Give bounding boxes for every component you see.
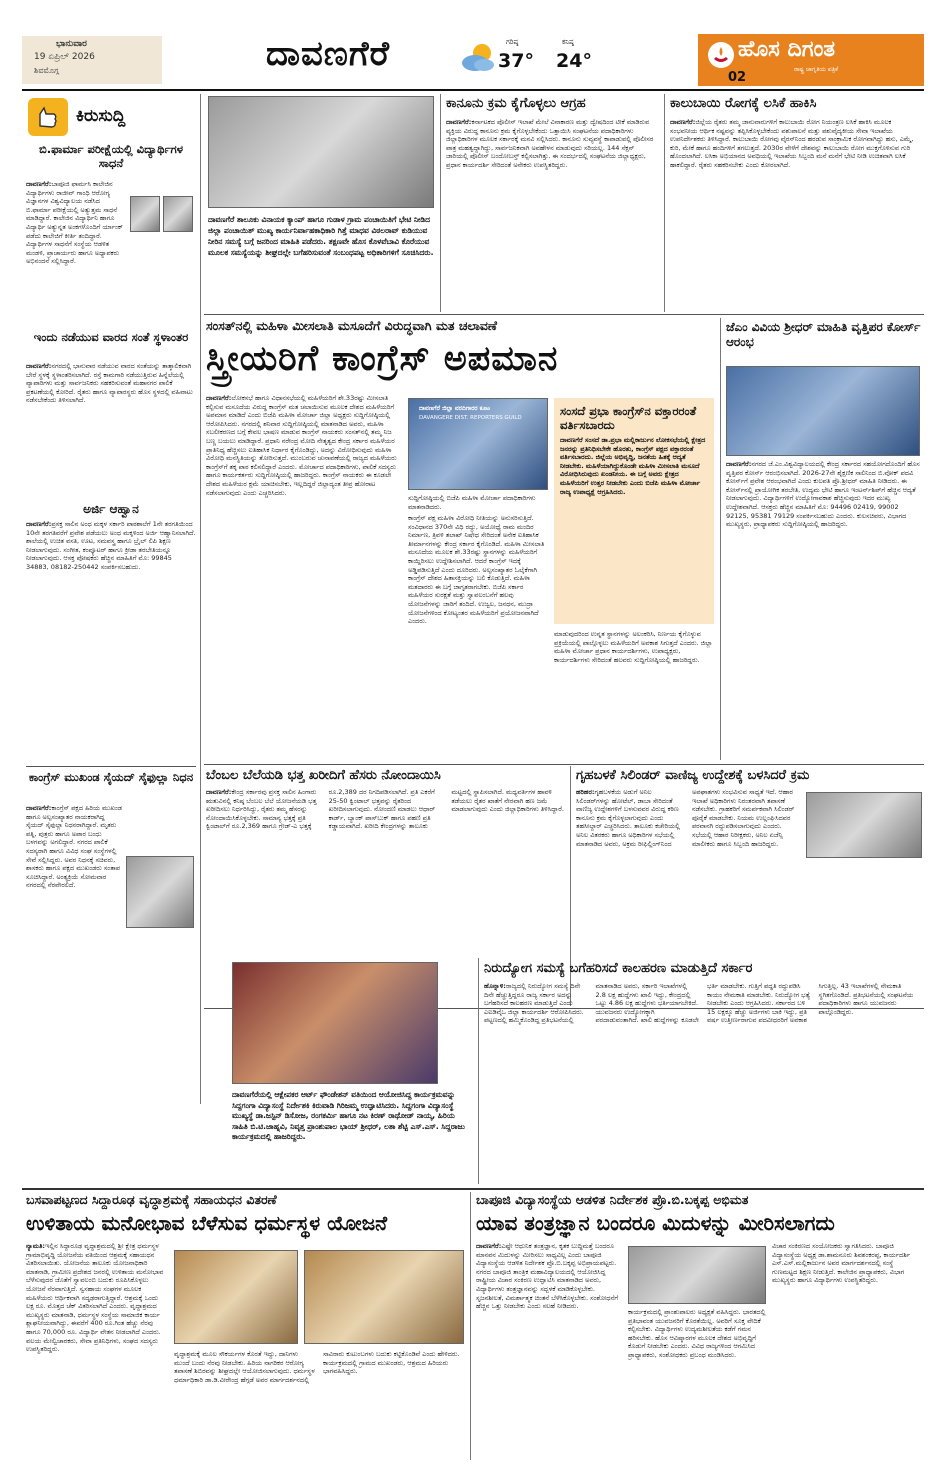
- obituary-photo: [126, 856, 194, 928]
- brief-headline: ಕಾಂಗ್ರೆಸ್ ಮುಖಂಡ ಸೈಯದ್ ಸೈಫುಲ್ಲಾ ನಿಧನ: [28, 770, 194, 784]
- photo-banner: ದಾವಣಗೆರೆ ಜಿಲ್ಲಾ ವರದಿಗಾರರ ಕೂಟ: [419, 405, 491, 412]
- kirusuddi-label: ಕಿರುಸುದ್ದಿ: [76, 106, 126, 126]
- brief-body: ದಾವಣಗೆರೆ:ನಗರದಲ್ಲಿ ಭಾನುವಾರ ನಡೆಯುವ ವಾರದ ಸಂತೆಯನ್ನು ತಾತ್ಕಾಲಿಕವಾಗಿ ಬೇರೆ ಸ್ಥಳಕ್ಕೆ ಸ್ಥಳಾಂತರಿಸಲಾಗಿದೆ. ರಸ್ತೆ ಕಾಮಗಾರಿ ನಡೆಯುತ್ತಿರುವ ಹಿನ್ನೆಲೆಯಲ್ಲಿ ವ್ಯಾಪಾರಿಗಳು ಮತ್ತು ಸಾರ್ವಜನಿಕರು ಸಹಕರಿಸುವಂತೆ ಮಹಾನಗರ ಪಾಲಿಕೆ ಪ್ರಕಟಣೆಯಲ್ಲಿ ಕೋರಿದೆ. ರೈತರು ಹಾಗೂ ವ್ಯಾಪಾರಸ್ಥರು ಹೊಸ ಸ್ಥಳದಲ್ಲಿ ವಹಿವಾಟು ನಡೆಸಬೇಕೆಂದು ತಿಳಿಸಲಾಗಿದೆ.: [26, 362, 195, 405]
- jobs-story: [484, 960, 922, 1184]
- jm-photo: [726, 366, 920, 456]
- brief-body: ದಾವಣಗೆರೆ:ಪ್ರಸಕ್ತ ಸಾಲಿನ ಅಂಧ ಮಕ್ಕಳ ಸರ್ಕಾರಿ ಪಾಠಶಾಲೆಗೆ 1ನೇ ತರಗತಿಯಿಂದ 10ನೇ ತರಗತಿವರೆಗೆ ಪ್ರವೇಶ ಪಡೆಯಲು ಅಂಧ ಮಕ್ಕಳಿಂದ ಅರ್ಜಿ ಆಹ್ವಾನಿಸಲಾಗಿದೆ. ಶಾಲೆಯಲ್ಲಿ ಉಚಿತ ವಸತಿ, ಊಟ, ಸಮವಸ್ತ್ರ ಹಾಗೂ ಬ್ರೈಲ್ ಲಿಪಿ ಶಿಕ್ಷಣ ನೀಡಲಾಗುವುದು. ಸಂಗೀತ, ಕಂಪ್ಯೂಟರ್ ಹಾಗೂ ಕ್ರೀಡಾ ತರಬೇತಿಯನ್ನೂ ನೀಡಲಾಗುವುದು. ಆಸಕ್ತ ಪೋಷಕರು ಹೆಚ್ಚಿನ ಮಾಹಿತಿಗೆ ಮೊ: 99845 34883, 08182-250442 ಸಂಪರ್ಕಿಸಬಹುದು.: [26, 520, 198, 571]
- bapuji-col2: ಕಾರ್ಯಕ್ರಮದಲ್ಲಿ ಪ್ರಾಂಶುಪಾಲರು ಅಧ್ಯಕ್ಷತೆ ವಹಿಸಿದ್ದರು. ಭಾರತದಲ್ಲಿ ಪ್ರತಿಭಾವಂತ ಯುವಜನರಿಗೆ ಕೊರತೆಯಿಲ್ಲ. ಅವರಿಗೆ ಸೂಕ್ತ ವೇದಿಕೆ ಕಲ್ಪಿಸಬೇಕು. ವಿದ್ಯಾರ್ಥಿಗಳು ಉದ್ಯಮಶೀಲತೆಯ ಕಡೆಗೆ ಗಮನ ಹರಿಸಬೇಕು. ಹೊಸ ಆವಿಷ್ಕಾರಗಳ ಮೂಲಕ ದೇಶದ ಅಭಿವೃದ್ಧಿಗೆ ಕೊಡುಗೆ ನೀಡಬೇಕು ಎಂದರು. ವಿವಿಧ ರಾಜ್ಯಗಳಿಂದ ಆಗಮಿಸಿದ ಪ್ರಾಧ್ಯಾಪಕರು, ಸಂಶೋಧಕರು ಪ್ರಬಂಧ ಮಂಡಿಸಿದರು.: [628, 1308, 768, 1359]
- lead-col3: ಮಾಡುವುದರಿಂದ ಉನ್ನತ ಸ್ಥಾನಗಳನ್ನು ಅಲಂಕರಿಸಿ, ನಿರ್ಣಯ ಕೈಗೊಳ್ಳುವ ಪ್ರಕ್ರಿಯೆಯಲ್ಲಿ ಪಾಲ್ಗೊಳ್ಳಲು ಮಹಿಳೆಯರಿಗೆ ಅವಕಾಶ ಸಿಗುತ್ತದೆ ಎಂದರು. ಜಿಲ್ಲಾ ಮಹಿಳಾ ಮೋರ್ಚಾ ಪ್ರಧಾನ ಕಾರ್ಯದರ್ಶಿಗಳು, ಉಪಾಧ್ಯಕ್ಷರು, ಕಾರ್ಯದರ್ಶಿಗಳು ಸೇರಿದಂತೆ ಹಲವರು ಸುದ್ದಿಗೋಷ್ಠಿಯಲ್ಲಿ ಹಾಜರಿದ್ದರು.: [554, 630, 715, 664]
- jm-body: ದಾವಣಗೆರೆ:ನಗರದ ಜೆ.ಎಂ.ವಿಶ್ವವಿದ್ಯಾಲಯದಲ್ಲಿ ಕೇಂದ್ರ ಸರ್ಕಾರದ ಸಹಯೋಗದೊಂದಿಗೆ ಹೊಸ ವೃತ್ತಿಪರ ಕೋರ್ಸ್ ಆರಂಭಿಸಲಾಗಿದೆ. 2026-27ನೇ ಶೈಕ್ಷಣಿಕ ಸಾಲಿನಿಂದ ಬಿ.ವೋಕ್ ಪದವಿ ಕೋರ್ಸ್‌ಗೆ ಪ್ರವೇಶ ಆರಂಭವಾಗಿದೆ ಎಂದು ಕುಲಪತಿ ಪ್ರೊ.ಶ್ರೀಧರ್ ಮಾಹಿತಿ ನೀಡಿದರು. ಈ ಕೋರ್ಸ್‌ನಲ್ಲಿ ಪ್ರಾಯೋಗಿಕ ತರಬೇತಿ, ಉದ್ಯಮ ಭೇಟಿ ಹಾಗೂ ಇಂಟರ್ನ್‌ಶಿಪ್‌ಗೆ ಹೆಚ್ಚಿನ ಆದ್ಯತೆ ನೀಡಲಾಗುವುದು. ವಿದ್ಯಾರ್ಥಿಗಳಿಗೆ ಉದ್ಯೋಗಾವಕಾಶ ಹೆಚ್ಚಿಸುವುದು ಇದರ ಮುಖ್ಯ ಉದ್ದೇಶವಾಗಿದೆ. ಆಸಕ್ತರು ಹೆಚ್ಚಿನ ಮಾಹಿತಿಗೆ ಮೊ: 94496 02419, 99002 92125, 95381 79129 ಸಂಪರ್ಕಿಸಬಹುದು ಎಂದರು. ಕುಲಸಚಿವರು, ವಿಭಾಗದ ಮುಖ್ಯಸ್ಥರು, ಪ್ರಾಧ್ಯಾಪಕರು ಸುದ್ದಿಗೋಷ್ಠಿಯಲ್ಲಿ ಹಾಜರಿದ್ದರು.: [726, 460, 922, 529]
- temp-min-label: ಕನಿಷ್ಠ: [562, 38, 574, 46]
- law-body: ದಾವಣಗೆರೆ:ಕರ್ನಾಟಕದ ಪೊಲೀಸ್ ಇಲಾಖೆ ಮೇಲೆ ವಿನಾಕಾರಣ ಮತ್ತು ದ್ವೇಷದಿಂದ ಟೀಕೆ ಮಾಡಿರುವ ವ್ಯಕ್ತಿಯ ವಿರುದ್ಧ ಕಾನೂನು ಕ್ರಮ ಕೈಗೊಳ್ಳಬೇಕೆಂದು ಒತ್ತಾಯಿಸಿ ಸಂಘಟನೆಯ ಪದಾಧಿಕಾರಿಗಳು ಜಿಲ್ಲಾಧಿಕಾರಿಗಳ ಮೂಲಕ ಸರ್ಕಾರಕ್ಕೆ ಮನವಿ ಸಲ್ಲಿಸಿದರು. ಕಾನೂನು ಸುವ್ಯವಸ್ಥೆ ಕಾಪಾಡುವಲ್ಲಿ ಪೊಲೀಸರ ಪಾತ್ರ ಮಹತ್ವದ್ದಾಗಿದ್ದು, ಸಾರ್ವಜನಿಕವಾಗಿ ಅವಹೇಳನ ಮಾಡುವುದು ಸರಿಯಲ್ಲ. 144 ಸೆಕ್ಷನ್ ಜಾರಿಯಲ್ಲಿ ಪೊಲೀಸ್ ಬಂದೋಬಸ್ತ್ ಕಲ್ಪಿಸಲಾಗಿತ್ತು. ಈ ಸಂದರ್ಭದಲ್ಲಿ ಸಂಘಟನೆಯ ಜಿಲ್ಲಾಧ್ಯಕ್ಷರು, ಪ್ರಧಾನ ಕಾರ್ಯದರ್ಶಿ ಸೇರಿದಂತೆ ಅನೇಕರು ಉಪಸ್ಥಿತರಿದ್ದರು.: [446, 118, 656, 169]
- hand-icon: [28, 98, 68, 136]
- press-meet-caption: ಸುದ್ದಿಗೋಷ್ಠಿಯಲ್ಲಿ ಬಿಜೆಪಿ ಮಹಿಳಾ ಮೋರ್ಚಾ ಪದಾಧಿಕಾರಿಗಳು ಮಾತನಾಡಿದರು.: [408, 494, 538, 511]
- rice-body: ದಾವಣಗೆರೆ:ಕೇಂದ್ರ ಸರ್ಕಾರವು ಪ್ರಸಕ್ತ ಸಾಲಿನ ಹಿಂಗಾರು ಋತುವಿನಲ್ಲಿ ಕನಿಷ್ಠ ಬೆಂಬಲ ಬೆಲೆ ಯೋಜನೆಯಡಿ ಭತ್ತ ಖರೀದಿಸಲು ನಿರ್ಧರಿಸಿದ್ದು, ರೈತರು ತಮ್ಮ ಹೆಸರನ್ನು ನೋಂದಾಯಿಸಿಕೊಳ್ಳಬೇಕು. ಸಾಮಾನ್ಯ ಭತ್ತಕ್ಕೆ ಪ್ರತಿ ಕ್ವಿಂಟಾಲ್‌ಗೆ ರೂ.2,369 ಹಾಗೂ ಗ್ರೇಡ್-ಎ ಭತ್ತಕ್ಕೆ ರೂ.2,389 ದರ ನಿಗದಿಪಡಿಸಲಾಗಿದೆ. ಪ್ರತಿ ಎಕರೆಗೆ 25-50 ಕ್ವಿಂಟಾಲ್ ಭತ್ತವನ್ನು ರೈತರಿಂದ ಖರೀದಿಸಲಾಗುವುದು. ನೋಂದಣಿ ಮಾಡಲು ಆಧಾರ್ ಕಾರ್ಡ್, ಬ್ಯಾಂಕ್ ಪಾಸ್‌ಬುಕ್ ಹಾಗೂ ಪಹಣಿ ಪ್ರತಿ ಕಡ್ಡಾಯವಾಗಿದೆ. ಖರೀದಿ ಕೇಂದ್ರಗಳನ್ನು ತಾಲೂಕು ಮಟ್ಟದಲ್ಲಿ ಸ್ಥಾಪಿಸಲಾಗಿದೆ. ಮಧ್ಯವರ್ತಿಗಳ ಹಾವಳಿ ತಡೆಯಲು ರೈತರ ಖಾತೆಗೆ ನೇರವಾಗಿ ಹಣ ಜಮೆ ಮಾಡಲಾಗುವುದು ಎಂದು ಜಿಲ್ಲಾಧಿಕಾರಿಗಳು ತಿಳಿಸಿದ್ದಾರೆ.: [206, 788, 564, 831]
- temp-max: 37°: [498, 50, 534, 72]
- rice-headline: ಬೆಂಬಲ ಬೆಲೆಯಡಿ ಭತ್ತ ಖರೀದಿಗೆ ಹೆಸರು ನೋಂದಾಯಿಸಿ: [206, 768, 441, 783]
- mp-box-headline: ಸಂಸದೆ ಪ್ರಭಾ ಕಾಂಗ್ರೆಸ್‌ನ ವಕ್ತಾರರಂತೆ ವರ್ತಿಸಬಾರದು: [560, 404, 697, 432]
- hostel-kicker: ಬಸವಾಪಟ್ಟಣದ ಸಿದ್ದಾರೂಢ ವೃದ್ಧಾಶ್ರಮಕ್ಕೆ ಸಹಾಯಧನ ವಿತರಣೆ: [26, 1192, 277, 1207]
- masthead: [22, 34, 924, 86]
- hostel-photo-2: [304, 1250, 464, 1344]
- jm-headline: ಜೆಎಂ ವಿವಿಯ ಶ್ರೀಧರ್ ಮಾಹಿತಿ ವೃತ್ತಿಪರ ಕೋರ್ಸ್ ಆರಂಭ: [726, 320, 921, 349]
- lumpy-headline: ಕಾಲುಬಾಯಿ ರೋಗಕ್ಕೆ ಲಸಿಕೆ ಹಾಕಿಸಿ: [670, 96, 817, 111]
- press-meet-photo: [408, 398, 548, 490]
- lumpy-body: ದಾವಣಗೆರೆ:ಜಿಲ್ಲೆಯ ರೈತರು ತಮ್ಮ ಜಾನುವಾರುಗಳಿಗೆ ಕಾಲುಬಾಯಿ ರೋಗ ನಿಯಂತ್ರಣ ಲಸಿಕೆ ಹಾಕಿಸಿ ಮೂಲಕ ಸಂಭವನೀಯ ಆರ್ಥಿಕ ನಷ್ಟವನ್ನು ತಪ್ಪಿಸಿಕೊಳ್ಳಬೇಕೆಂದು ಪಶುಪಾಲನೆ ಮತ್ತು ಪಶುವೈದ್ಯಕೀಯ ಸೇವಾ ಇಲಾಖೆಯ ಉಪನಿರ್ದೇಶಕರು ತಿಳಿಸಿದ್ದಾರೆ. ಕಾಲುಬಾಯಿ ರೋಗವು ವೈರಸ್‌ನಿಂದ ಹರಡುವ ಸಾಂಕ್ರಾಮಿಕ ರೋಗವಾಗಿದ್ದು ಹಸು, ಎಮ್ಮೆ, ಕುರಿ, ಮೇಕೆ ಹಾಗೂ ಹಂದಿಗಳಿಗೆ ತಗಲುತ್ತದೆ. 2030ರ ವೇಳೆಗೆ ದೇಶವನ್ನು ಕಾಲುಬಾಯಿ ರೋಗ ಮುಕ್ತಗೊಳಿಸುವ ಗುರಿ ಹೊಂದಲಾಗಿದೆ. ಲಸಿಕಾ ಅಭಿಯಾನದ ಅವಧಿಯಲ್ಲಿ ಇಲಾಖೆಯ ಸಿಬ್ಬಂದಿ ಮನೆ ಮನೆಗೆ ಭೇಟಿ ನೀಡಿ ಉಚಿತವಾಗಿ ಲಸಿಕೆ ಹಾಕಲಿದ್ದಾರೆ. ರೈತರು ಸಹಕರಿಸಬೇಕು ಎಂದು ಕೋರಲಾಗಿದೆ.: [670, 118, 916, 169]
- student-photo-1: [130, 196, 160, 232]
- masthead-city: ಶಿವಮೊಗ್ಗ: [34, 66, 59, 75]
- lead-kicker: ಸಂಸತ್‌ನಲ್ಲಿ ಮಹಿಳಾ ಮೀಸಲಾತಿ ಮಸೂದೆಗೆ ವಿರುದ್ಧವಾಗಿ ಮತ ಚಲಾವಣೆ: [206, 318, 498, 333]
- temp-max-label: ಗರಿಷ್ಠ: [506, 38, 519, 46]
- brief-body: ದಾವಣಗೆರೆ:ಕಾಂಗ್ರೆಸ್ ಪಕ್ಷದ ಹಿರಿಯ ಮುಖಂಡ ಹಾಗೂ ಅಲ್ಪಸಂಖ್ಯಾತರ ನಾಯಕರಾಗಿದ್ದ ಸೈಯದ್ ಸೈಫುಲ್ಲಾ ನಿಧನರಾಗಿದ್ದಾರೆ. ಮೃತರು ಪತ್ನಿ, ಪುತ್ರರು ಹಾಗೂ ಅಪಾರ ಬಂಧು ಬಳಗವನ್ನು ಅಗಲಿದ್ದಾರೆ. ನಗರದ ಪಾಲಿಕೆ ಸದಸ್ಯರಾಗಿ ಹಾಗೂ ವಿವಿಧ ಸಂಘ ಸಂಸ್ಥೆಗಳಲ್ಲಿ ಸೇವೆ ಸಲ್ಲಿಸಿದ್ದರು. ಅವರ ನಿಧನಕ್ಕೆ ಸಚಿವರು, ಶಾಸಕರು ಹಾಗೂ ಪಕ್ಷದ ಮುಖಂಡರು ಸಂತಾಪ ಸೂಚಿಸಿದ್ದಾರೆ. ಅಂತ್ಯಕ್ರಿಯೆ ಸೋಮವಾರ ನಗರದಲ್ಲಿ ನೆರವೇರಲಿದೆ.: [26, 804, 125, 890]
- village-visit-photo: [208, 96, 434, 208]
- art-foundation-caption: ದಾವಣಗೆರೆಯಲ್ಲಿ ಆಕ್ಷೇಪಕರ ಆರ್ಟ್ ಫೌಂಡೇಶನ್ ವತಿಯಿಂದ ಆಯೋಜಿಸಿದ್ದ ಕಾರ್ಯಕ್ರಮವನ್ನು ಸಿದ್ದಗಂಗಾ ವಿದ್ಯಾಸಂಸ್ಥೆ ನಿರ್ದೇಶಕಿ ಕಿರುವಾಡಿ ಗಿರಿಜಮ್ಮ ಉದ್ಘಾಟಿಸಿದರು. ಸಿದ್ದಗಂಗಾ ವಿದ್ಯಾಸಂಸ್ಥೆ ಮುಖ್ಯಸ್ಥೆ ಡಾ.ಜಸ್ಟಿನ್ ಡಿಸೋಜ, ರಂಗಕರ್ಮಿ ಹಾಗೂ ನಟ ಕಿರಣ್ ರಾಥೋಡ್ ನಾಯ್ಕ, ಹಿರಿಯ ಸಾಹಿತಿ ಬಿ.ಟಿ.ಜಾಹ್ನವಿ, ನಿವೃತ್ತ ಪ್ರಾಂಶುಪಾಲ ಭಾಯ್ ಶ್ರೀಧರ್, ಲತಾ ಶೆಟ್ಟಿ ಎಸ್.ಎಸ್. ಸಿದ್ದರಾಜು ಕಾರ್ಯಕ್ರಮದಲ್ಲಿ ಹಾಜರಿದ್ದರು.: [232, 1090, 468, 1141]
- hostel-story: [26, 1192, 466, 1460]
- brief-headline: ಬಿ.ಫಾರ್ಮಾ ಪರೀಕ್ಷೆಯಲ್ಲಿ ವಿದ್ಯಾರ್ಥಿಗಳ ಸಾಧನೆ: [38, 142, 183, 170]
- temp-min: 24°: [556, 50, 592, 72]
- brief-item-2: [26, 502, 196, 762]
- mp-box: [554, 398, 714, 624]
- law-story: [446, 96, 658, 312]
- jobs-body: ಹೊನ್ನಾಳಿ:ರಾಜ್ಯದಲ್ಲಿ ನಿರುದ್ಯೋಗ ಸಮಸ್ಯೆ ದಿನೇ ದಿನೇ ಹೆಚ್ಚುತ್ತಿದ್ದರೂ ರಾಜ್ಯ ಸರ್ಕಾರ ಅದನ್ನು ಬಗೆಹರಿಸದೆ ಕಾಲಹರಣ ಮಾಡುತ್ತಿದೆ ಎಂದು ಎಐಡಿವೈಒ ಜಿಲ್ಲಾ ಕಾರ್ಯದರ್ಶಿ ಆರೋಪಿಸಿದರು. ಪಟ್ಟಣದಲ್ಲಿ ಹಮ್ಮಿಕೊಂಡಿದ್ದ ಪ್ರತಿಭಟನೆಯಲ್ಲಿ ಮಾತನಾಡಿದ ಅವರು, ಸರ್ಕಾರಿ ಇಲಾಖೆಗಳಲ್ಲಿ 2.8 ಲಕ್ಷ ಹುದ್ದೆಗಳು ಖಾಲಿ ಇದ್ದು, ಕೇಂದ್ರದಲ್ಲಿ ಒಟ್ಟು 4.86 ಲಕ್ಷ ಹುದ್ದೆಗಳು ಭರ್ತಿಯಾಗಬೇಕಿದೆ. ಯುವಜನರು ಉದ್ಯೋಗಕ್ಕಾಗಿ ಪರದಾಡುವಂತಾಗಿದೆ. ಖಾಲಿ ಹುದ್ದೆಗಳನ್ನು ಕೂಡಲೇ ಭರ್ತಿ ಮಾಡಬೇಕು. ಗುತ್ತಿಗೆ ಪದ್ಧತಿ ರದ್ದುಪಡಿಸಿ ಕಾಯಂ ನೇಮಕಾತಿ ಮಾಡಬೇಕು. ನಿರುದ್ಯೋಗ ಭತ್ಯೆ ನೀಡಬೇಕು ಎಂದು ಆಗ್ರಹಿಸಿದರು. ಸರ್ಕಾರದ ಬಳಿ 15 ಲಕ್ಷಕ್ಕೂ ಹೆಚ್ಚು ಅರ್ಜಿಗಳು ಬಾಕಿ ಇದ್ದು, ಪ್ರತಿ ವರ್ಷ ಉತ್ತೀರ್ಣರಾಗುವ ಪದವೀಧರರಿಗೆ ಅವಕಾಶ ಸಿಗುತ್ತಿಲ್ಲ. 43 ಇಲಾಖೆಗಳಲ್ಲಿ ನೇಮಕಾತಿ ಸ್ಥಗಿತಗೊಂಡಿದೆ. ಪ್ರತಿಭಟನೆಯಲ್ಲಿ ಸಂಘಟನೆಯ ಪದಾಧಿಕಾರಿಗಳು ಹಾಗೂ ಯುವಜನರು ಪಾಲ್ಗೊಂಡಿದ್ದರು.: [484, 982, 916, 1025]
- gas-body: ಹರಿಹರ:ಗೃಹಬಳಕೆಯ ಅಡುಗೆ ಅನಿಲ ಸಿಲಿಂಡರ್‌ಗಳನ್ನು ಹೋಟೆಲ್, ಡಾಬಾ ಸೇರಿದಂತೆ ವಾಣಿಜ್ಯ ಉದ್ದೇಶಗಳಿಗೆ ಬಳಸುವವರ ವಿರುದ್ಧ ಕಠಿಣ ಕಾನೂನು ಕ್ರಮ ಕೈಗೊಳ್ಳಲಾಗುವುದು ಎಂದು ತಹಸೀಲ್ದಾರ್ ಎಚ್ಚರಿಸಿದರು. ತಾಲೂಕು ಕಚೇರಿಯಲ್ಲಿ ಅನಿಲ ವಿತರಕರು ಹಾಗೂ ಅಧಿಕಾರಿಗಳ ಸಭೆಯಲ್ಲಿ ಮಾತನಾಡಿದ ಅವರು, ಅಕ್ರಮ ರೀಫಿಲ್ಲಿಂಗ್‌ನಿಂದ ಅಪಘಾತಗಳು ಸಂಭವಿಸುವ ಸಾಧ್ಯತೆ ಇದೆ. ಆಹಾರ ಇಲಾಖೆ ಅಧಿಕಾರಿಗಳು ನಿರಂತರವಾಗಿ ತಪಾಸಣೆ ನಡೆಸಬೇಕು. ಗ್ರಾಹಕರಿಗೆ ಸಮರ್ಪಕವಾಗಿ ಸಿಲಿಂಡರ್ ಪೂರೈಕೆ ಮಾಡಬೇಕು. ನಿಯಮ ಉಲ್ಲಂಘಿಸಿದವರ ಪರವಾನಗಿ ರದ್ದುಪಡಿಸಲಾಗುವುದು ಎಂದರು. ಸಭೆಯಲ್ಲಿ ಆಹಾರ ನಿರೀಕ್ಷಕರು, ಅನಿಲ ಏಜೆನ್ಸಿ ಮಾಲೀಕರು ಹಾಗೂ ಸಿಬ್ಬಂದಿ ಹಾಜರಿದ್ದರು.: [576, 788, 797, 848]
- kirusuddi-header: [26, 98, 194, 138]
- masthead-title: ದಾವಣಗೆರೆ: [266, 34, 390, 74]
- gas-headline: ಗೃಹಬಳಕೆ ಸಿಲಿಂಡರ್ ವಾಣಿಜ್ಯ ಉದ್ದೇಶಕ್ಕೆ ಬಳಸಿದರೆ ಕ್ರಮ: [576, 768, 810, 783]
- brief-body: ದಾವಣಗೆರೆ:ಬಾಪೂಜಿ ಫಾರ್ಮಸಿ ಕಾಲೇಜಿನ ವಿದ್ಯಾರ್ಥಿಗಳು ರಾಜೀವ್ ಗಾಂಧಿ ಆರೋಗ್ಯ ವಿಜ್ಞಾನಗಳ ವಿಶ್ವವಿದ್ಯಾಲಯ ನಡೆಸಿದ ಬಿ.ಫಾರ್ಮಾ ಪರೀಕ್ಷೆಯಲ್ಲಿ ಅತ್ಯುತ್ತಮ ಸಾಧನೆ ಮಾಡಿದ್ದಾರೆ. ಕಾಲೇಜಿನ ವಿದ್ಯಾರ್ಥಿನಿ ಹಾಗೂ ವಿದ್ಯಾರ್ಥಿ ಅತ್ಯುನ್ನತ ಅಂಕಗಳೊಂದಿಗೆ ರ್ಯಾಂಕ್ ಪಡೆದು ಕಾಲೇಜಿಗೆ ಕೀರ್ತಿ ತಂದಿದ್ದಾರೆ. ವಿದ್ಯಾರ್ಥಿಗಳ ಸಾಧನೆಗೆ ಸಂಸ್ಥೆಯ ಆಡಳಿತ ಮಂಡಳಿ, ಪ್ರಾಚಾರ್ಯರು ಹಾಗೂ ಅಧ್ಯಾಪಕರು ಅಭಿನಂದನೆ ಸಲ್ಲಿಸಿದ್ದಾರೆ.: [26, 180, 125, 266]
- bapuji-headline: ಯಾವ ತಂತ್ರಜ್ಞಾನ ಬಂದರೂ ಮಿದುಳನ್ನು ಮೀರಿಸಲಾಗದು: [476, 1211, 835, 1235]
- lead-body: ದಾವಣಗೆರೆ:ಲೋಕಸಭೆ ಹಾಗೂ ವಿಧಾನಸಭೆಯಲ್ಲಿ ಮಹಿಳೆಯರಿಗೆ ಶೇ.33ರಷ್ಟು ಮೀಸಲಾತಿ ಕಲ್ಪಿಸುವ ಮಸೂದೆಯ ವಿರುದ್ಧ ಕಾಂಗ್ರೆಸ್ ಮತ ಚಲಾಯಿಸುವ ಮೂಲಕ ದೇಶದ ಮಹಿಳೆಯರಿಗೆ ಅಪಮಾನ ಮಾಡಿದೆ ಎಂದು ಬಿಜೆಪಿ ಮಹಿಳಾ ಮೋರ್ಚಾ ಜಿಲ್ಲಾ ಅಧ್ಯಕ್ಷರು ಸುದ್ದಿಗೋಷ್ಠಿಯಲ್ಲಿ ಆರೋಪಿಸಿದರು. ನಗರದಲ್ಲಿ ಶನಿವಾರ ಸುದ್ದಿಗೋಷ್ಠಿಯಲ್ಲಿ ಮಾತನಾಡಿದ ಅವರು, ಮಹಿಳಾ ಸಬಲೀಕರಣದ ಬಗ್ಗೆ ಕೇವಲ ಭಾಷಣ ಮಾಡುವ ಕಾಂಗ್ರೆಸ್ ನಾಯಕರು ಸಂಸತ್‌ನಲ್ಲಿ ತಮ್ಮ ನಿಜ ಬಣ್ಣ ಬಯಲು ಮಾಡಿದ್ದಾರೆ. ಪ್ರಧಾನಿ ನರೇಂದ್ರ ಮೋದಿ ನೇತೃತ್ವದ ಕೇಂದ್ರ ಸರ್ಕಾರ ಮಹಿಳೆಯರ ಪ್ರಾತಿನಿಧ್ಯ ಹೆಚ್ಚಿಸಲು ಐತಿಹಾಸಿಕ ನಿರ್ಧಾರ ಕೈಗೊಂಡಿದ್ದು, ಅದನ್ನು ವಿರೋಧಿಸುವುದು ಮಹಿಳಾ ವಿರೋಧಿ ಮನಸ್ಥಿತಿಯನ್ನು ತೋರಿಸುತ್ತದೆ. ಮುಂಬರುವ ಚುನಾವಣೆಯಲ್ಲಿ ರಾಜ್ಯದ ಮಹಿಳೆಯರು ಕಾಂಗ್ರೆಸ್‌ಗೆ ತಕ್ಕ ಪಾಠ ಕಲಿಸಲಿದ್ದಾರೆ ಎಂದರು. ಮೋರ್ಚಾದ ಪದಾಧಿಕಾರಿಗಳು, ಪಾಲಿಕೆ ಸದಸ್ಯರು ಹಾಗೂ ಕಾರ್ಯಕರ್ತರು ಸುದ್ದಿಗೋಷ್ಠಿಯಲ್ಲಿ ಹಾಜರಿದ್ದರು. ಕಾಂಗ್ರೆಸ್ ನಾಯಕರು ಈ ಕೂಡಲೇ ದೇಶದ ಮಹಿಳೆಯರ ಕ್ಷಮೆ ಯಾಚಿಸಬೇಕು, ಇಲ್ಲದಿದ್ದರೆ ಜಿಲ್ಲಾದ್ಯಂತ ತೀವ್ರ ಹೋರಾಟ ನಡೆಸಲಾಗುವುದು ಎಂದು ಎಚ್ಚರಿಸಿದರು.: [206, 394, 399, 497]
- masthead-date: 19 ಏಪ್ರಿಲ್ 2026: [34, 52, 95, 62]
- lead-headline: ಸ್ತ್ರೀಯರಿಗೆ ಕಾಂಗ್ರೆಸ್ ಅಪಮಾನ: [206, 339, 559, 379]
- page-number: 02: [728, 70, 747, 85]
- bapuji-body: ದಾವಣಗೆರೆ:ಎಷ್ಟೇ ಆಧುನಿಕ ತಂತ್ರಜ್ಞಾನ, ಕೃತಕ ಬುದ್ಧಿಮತ್ತೆ ಬಂದರೂ ಮಾನವನ ಮಿದುಳನ್ನು ಮೀರಿಸಲು ಸಾಧ್ಯವಿಲ್ಲ ಎಂದು ಬಾಪೂಜಿ ವಿದ್ಯಾಸಂಸ್ಥೆಯ ಆಡಳಿತ ನಿರ್ದೇಶಕ ಪ್ರೊ.ಬಿ.ಬಕ್ಕಪ್ಪ ಅಭಿಪ್ರಾಯಪಟ್ಟರು. ನಗರದ ಬಾಪೂಜಿ ತಾಂತ್ರಿಕ ಮಹಾವಿದ್ಯಾಲಯದಲ್ಲಿ ಆಯೋಜಿಸಿದ್ದ ರಾಷ್ಟ್ರೀಯ ವಿಚಾರ ಸಂಕಿರಣ ಉದ್ಘಾಟಿಸಿ ಮಾತನಾಡಿದ ಅವರು, ವಿದ್ಯಾರ್ಥಿಗಳು ತಂತ್ರಜ್ಞಾನವನ್ನು ಸದ್ಬಳಕೆ ಮಾಡಿಕೊಳ್ಳಬೇಕು. ಸೃಜನಶೀಲತೆ, ವಿಮರ್ಶಾತ್ಮಕ ಚಿಂತನೆ ಬೆಳೆಸಿಕೊಳ್ಳಬೇಕು. ಸಂಶೋಧನೆಗೆ ಹೆಚ್ಚಿನ ಒತ್ತು ನೀಡಬೇಕು ಎಂದು ಸಲಹೆ ನೀಡಿದರು.: [476, 1242, 621, 1311]
- lead-story: [206, 318, 716, 760]
- masthead-date-block: [22, 36, 162, 84]
- hostel-body: ನ್ಯಾಮತಿ:ಇಲ್ಲಿನ ಸಿದ್ದಾರೂಢ ವೃದ್ಧಾಶ್ರಮದಲ್ಲಿ ಶ್ರೀ ಕ್ಷೇತ್ರ ಧರ್ಮಸ್ಥಳ ಗ್ರಾಮಾಭಿವೃದ್ಧಿ ಯೋಜನೆಯ ವತಿಯಿಂದ ಆಶ್ರಮಕ್ಕೆ ಸಹಾಯಧನ ವಿತರಿಸಲಾಯಿತು. ಯೋಜನೆಯ ತಾಲೂಕು ಯೋಜನಾಧಿಕಾರಿ ಮಾತನಾಡಿ, ಗ್ರಾಮೀಣ ಪ್ರದೇಶದ ಜನರಲ್ಲಿ ಉಳಿತಾಯ ಮನೋಭಾವ ಬೆಳೆಸುವುದರ ಜೊತೆಗೆ ಸ್ವಾವಲಂಬಿ ಬದುಕು ರೂಪಿಸಿಕೊಳ್ಳಲು ಯೋಜನೆ ನೆರವಾಗುತ್ತಿದೆ. ಸ್ವಸಹಾಯ ಸಂಘಗಳ ಮೂಲಕ ಮಹಿಳೆಯರು ಆರ್ಥಿಕವಾಗಿ ಸದೃಢರಾಗುತ್ತಿದ್ದಾರೆ. ಆಶ್ರಮಕ್ಕೆ ಒಂದು ಲಕ್ಷ ರೂ. ಮೊತ್ತದ ಚೆಕ್ ವಿತರಿಸಲಾಗಿದೆ ಎಂದರು. ವೃದ್ಧಾಶ್ರಮದ ಮುಖ್ಯಸ್ಥರು ಮಾತನಾಡಿ, ಧರ್ಮಸ್ಥಳ ಸಂಸ್ಥೆಯ ಸಾಮಾಜಿಕ ಕಾರ್ಯ ಶ್ಲಾಘನೀಯವಾಗಿದ್ದು, ಈವರೆಗೆ 400 ರೂ.ಗಿಂತ ಹೆಚ್ಚು ನೆರವು ಹಾಗೂ 70,000 ರೂ. ವಿದ್ಯಾರ್ಥಿ ವೇತನ ನೀಡಲಾಗಿದೆ ಎಂದರು. ವಲಯ ಮೇಲ್ವಿಚಾರಕರು, ಸೇವಾ ಪ್ರತಿನಿಧಿಗಳು, ಸಂಘದ ಸದಸ್ಯರು ಉಪಸ್ಥಿತರಿದ್ದರು.: [26, 1242, 166, 1354]
- brief-item-3: [26, 770, 196, 1100]
- jm-story: [726, 320, 922, 760]
- brief-headline: ಇಂದು ನಡೆಯುವ ವಾರದ ಸಂತೆ ಸ್ಥಳಾಂತರ: [33, 330, 189, 344]
- mp-box-body: ದಾವಣಗೆರೆ ಸಂಸದೆ ಡಾ.ಪ್ರಭಾ ಮಲ್ಲಿಕಾರ್ಜುನ ಲೋಕಸಭೆಯಲ್ಲಿ ಕ್ಷೇತ್ರದ ಜನರನ್ನು ಪ್ರತಿನಿಧಿಸಬೇಕೇ ಹೊರತು, ಕಾಂಗ್ರೆಸ್ ಪಕ್ಷದ ವಕ್ತಾರರಂತೆ ವರ್ತಿಸಬಾರದು. ಜಿಲ್ಲೆಯ ಅಭಿವೃದ್ಧಿ, ಜನತೆಯ ಹಿತಕ್ಕೆ ಆದ್ಯತೆ ನೀಡಬೇಕು. ಮಹಿಳೆಯಾಗಿದ್ದುಕೊಂಡೇ ಮಹಿಳಾ ಮೀಸಲಾತಿ ಮಸೂದೆ ವಿರೋಧಿಸಿರುವುದು ಖಂಡನೀಯ. ಈ ಬಗ್ಗೆ ಅವರು ಕ್ಷೇತ್ರದ ಮಹಿಳೆಯರಿಗೆ ಉತ್ತರ ನೀಡಬೇಕು ಎಂದು ಬಿಜೆಪಿ ಮಹಿಳಾ ಮೋರ್ಚಾ ರಾಜ್ಯ ಉಪಾಧ್ಯಕ್ಷೆ ಆಗ್ರಹಿಸಿದರು.: [560, 436, 708, 496]
- paper-name: ಹೊಸ ದಿಗಂತ: [738, 37, 836, 62]
- bapuji-kicker: ಬಾಪೂಜಿ ವಿದ್ಯಾಸಂಸ್ಥೆಯ ಆಡಳಿತ ನಿರ್ದೇಶಕ ಪ್ರೊ.ಬಿ.ಬಕ್ಕಪ್ಪ ಅಭಿಮತ: [476, 1192, 749, 1207]
- law-headline: ಕಾನೂನು ಕ್ರಮ ಕೈಗೊಳ್ಳಲು ಆಗ್ರಹ: [446, 96, 586, 111]
- village-visit-caption: ದಾವಣಗೆರೆ ತಾಲೂಕು ವಿನಾಯಕ ಕ್ಯಾಂಪ್ ಹಾಗೂ ಗುಡಾಳ ಗ್ರಾಮ ಪಂಚಾಯಿತಿಗೆ ಭೇಟಿ ನೀಡಿದ ಜಿಲ್ಲಾ ಪಂಚಾಯಿತ್ ಮುಖ್ಯ ಕಾರ್ಯನಿರ್ವಾಹಕಾಧಿಕಾರಿ ಗಿತ್ತೆ ಮಾಧವ ವಿಠಲರಾವ್ ಕುಡಿಯುವ ನೀರಿನ ಸಮಸ್ಯೆ ಬಗ್ಗೆ ಜನರಿಂದ ಮಾಹಿತಿ ಪಡೆದರು. ತಕ್ಷಣವೇ ಹೊಸ ಕೊಳವೆಬಾವಿ ಕೊರೆಯುವ ಮೂಲಕ ಸಮಸ್ಯೆಯನ್ನು ಶೀಘ್ರದಲ್ಲೇ ಬಗೆಹರಿಸುವಂತೆ ಸಂಬಂಧಪಟ್ಟ ಅಧಿಕಾರಿಗಳಿಗೆ ಸೂಚಿಸಿದರು.: [208, 215, 434, 257]
- jobs-headline: ನಿರುದ್ಯೋಗ ಸಮಸ್ಯೆ ಬಗೆಹರಿಸದೆ ಕಾಲಹರಣ ಮಾಡುತ್ತಿದೆ ಸರ್ಕಾರ: [484, 961, 753, 976]
- student-photo-2: [163, 196, 193, 232]
- brief-item-1: [26, 330, 196, 500]
- art-foundation-photo: [232, 962, 438, 1084]
- bapuji-story: [476, 1192, 922, 1460]
- lamp-icon: [708, 42, 734, 68]
- brief-headline: ಅರ್ಜಿ ಆಹ್ವಾನ: [83, 502, 139, 516]
- hostel-headline: ಉಳಿತಾಯ ಮನೋಭಾವ ಬೆಳೆಸುವ ಧರ್ಮಸ್ಥಳ ಯೋಜನೆ: [26, 1211, 388, 1235]
- masthead-day: ಭಾನುವಾರ: [56, 39, 87, 49]
- photo-banner-2: DAVANGERE DIST. REPORTERS GUILD: [419, 415, 522, 421]
- hostel-col2: ವೃದ್ಧಾಶ್ರಮಕ್ಕೆ ಮೂಲ ಸೌಕರ್ಯಗಳ ಕೊರತೆ ಇದ್ದು, ದಾನಿಗಳು ಮುಂದೆ ಬಂದು ನೆರವು ನೀಡಬೇಕು. ಹಿರಿಯ ನಾಗರಿಕರ ಆರೋಗ್ಯ ತಪಾಸಣೆ ಶಿಬಿರವನ್ನು ಶೀಘ್ರದಲ್ಲೇ ಆಯೋಜಿಸಲಾಗುವುದು. ಧರ್ಮಸ್ಥಳ ಧರ್ಮಾಧಿಕಾರಿ ಡಾ.ಡಿ.ವೀರೇಂದ್ರ ಹೆಗ್ಗಡೆ ಅವರ ಮಾರ್ಗದರ್ಶನದಲ್ಲಿ ಸಾವಿರಾರು ಕುಟುಂಬಗಳು ಬದುಕು ಕಟ್ಟಿಕೊಂಡಿವೆ ಎಂದು ಹೇಳಿದರು. ಕಾರ್ಯಕ್ರಮದಲ್ಲಿ ಗ್ರಾಮದ ಮುಖಂಡರು, ಆಶ್ರಮದ ಹಿರಿಯರು ಭಾಗವಹಿಸಿದ್ದರು.: [174, 1350, 462, 1384]
- lead-col2: ಕಾಂಗ್ರೆಸ್ ಪಕ್ಷ ಮಹಿಳಾ ವಿರೋಧಿ ನೀತಿಯನ್ನು ಅನುಸರಿಸುತ್ತಿದೆ. ಸಂವಿಧಾನದ 370ನೇ ವಿಧಿ ರದ್ದು, ಅಯೋಧ್ಯೆ ರಾಮ ಮಂದಿರ ನಿರ್ಮಾಣ, ತ್ರಿವಳಿ ತಲಾಖ್ ನಿಷೇಧ ಸೇರಿದಂತೆ ಅನೇಕ ಐತಿಹಾಸಿಕ ತೀರ್ಮಾನಗಳನ್ನು ಕೇಂದ್ರ ಸರ್ಕಾರ ಕೈಗೊಂಡಿದೆ. ಮಹಿಳಾ ಮೀಸಲಾತಿ ಮಸೂದೆಯ ಮೂಲಕ ಶೇ.33ರಷ್ಟು ಸ್ಥಾನಗಳನ್ನು ಮಹಿಳೆಯರಿಗೆ ಕಾಯ್ದಿರಿಸಲು ಉದ್ದೇಶಿಸಲಾಗಿದೆ. ಆದರೆ ಕಾಂಗ್ರೆಸ್ ಇದಕ್ಕೆ ಅಡ್ಡಿಪಡಿಸುತ್ತಿದೆ ಎಂದು ದೂರಿದರು. ಅಲ್ಪಸಂಖ್ಯಾತರ ಓಲೈಕೆಗಾಗಿ ಕಾಂಗ್ರೆಸ್ ದೇಶದ ಹಿತಾಸಕ್ತಿಯನ್ನು ಬಲಿ ಕೊಡುತ್ತಿದೆ. ಮಹಿಳಾ ಮತದಾರರು ಈ ಬಗ್ಗೆ ಜಾಗೃತರಾಗಬೇಕು. ಬಿಜೆಪಿ ಸರ್ಕಾರ ಮಹಿಳೆಯರ ಸುರಕ್ಷತೆ ಮತ್ತು ಸ್ವಾವಲಂಬನೆಗೆ ಹಲವು ಯೋಜನೆಗಳನ್ನು ಜಾರಿಗೆ ತಂದಿದೆ. ಉಜ್ವಲ, ಜನಧನ, ಮುದ್ರಾ ಯೋಜನೆಗಳಿಂದ ಕೋಟ್ಯಂತರ ಮಹಿಳೆಯರಿಗೆ ಪ್ರಯೋಜನವಾಗಿದೆ ಎಂದರು.: [408, 514, 547, 626]
- paper-tagline: ರಾಷ್ಟ್ರ ಜಾಗೃತಿಯ ಪತ್ರಿಕೆ: [794, 66, 839, 73]
- bapuji-col3: ವಿಚಾರ ಸಂಕಿರಣದ ಸಂಯೋಜಕರು ಸ್ವಾಗತಿಸಿದರು. ಬಾಪೂಜಿ ವಿದ್ಯಾಸಂಸ್ಥೆಯ ಅಧ್ಯಕ್ಷ ಡಾ.ಶಾಮನೂರು ಶಿವಶಂಕರಪ್ಪ, ಕಾರ್ಯದರ್ಶಿ ಎಸ್.ಎಸ್.ಮಲ್ಲಿಕಾರ್ಜುನ ಅವರ ಮಾರ್ಗದರ್ಶನದಲ್ಲಿ ಸಂಸ್ಥೆ ಗುಣಮಟ್ಟದ ಶಿಕ್ಷಣ ನೀಡುತ್ತಿದೆ. ಕಾಲೇಜಿನ ಪ್ರಾಧ್ಯಾಪಕರು, ವಿಭಾಗ ಮುಖ್ಯಸ್ಥರು ಹಾಗೂ ವಿದ್ಯಾರ್ಥಿಗಳು ಉಪಸ್ಥಿತರಿದ್ದರು.: [772, 1242, 913, 1285]
- weather-icon: [458, 40, 498, 74]
- hostel-photo-1: [174, 1250, 298, 1344]
- bapuji-photo: [628, 1246, 766, 1304]
- gas-meeting-photo: [806, 792, 922, 858]
- lumpy-story: [670, 96, 920, 312]
